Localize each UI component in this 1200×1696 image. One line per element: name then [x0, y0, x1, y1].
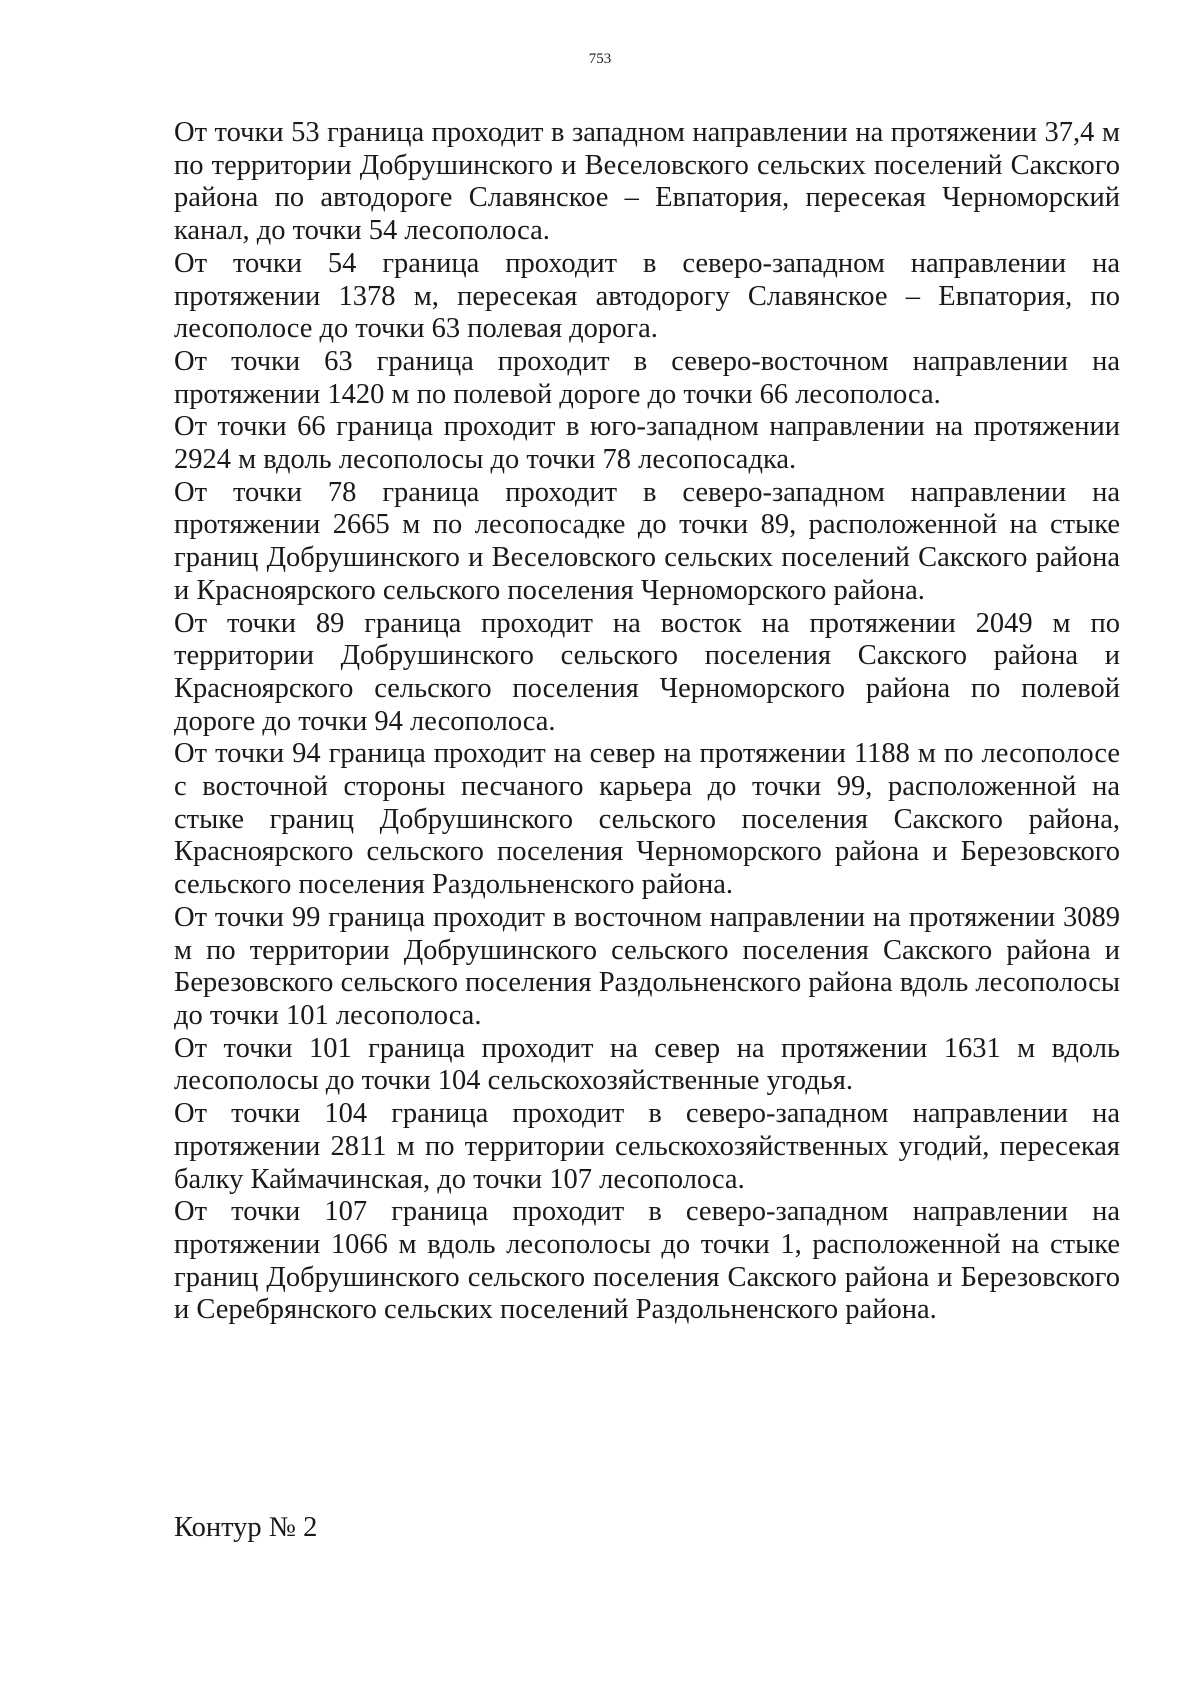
paragraph-point-104: От точки 104 граница проходит в северо-западном направлении на протяжении 2811 м по территории сельскохозяйственных угодий, пересекая балку Каймачинская, до точки 107 лесополоса.	[174, 1098, 1120, 1195]
paragraph-point-53: От точки 53 граница проходит в западном направлении на протяжении 37,4 м по территории Добрушинского и Веселовского сельских поселений Сакского района по автодороге Славянское – Евпатория, пересекая Черноморский канал, до точки 54 лесополоса.	[174, 117, 1120, 247]
paragraph-point-63: От точки 63 граница проходит в северо-восточном направлении на протяжении 1420 м по полевой дороге до точки 66 лесополоса.	[174, 345, 1120, 410]
paragraph-point-66: От точки 66 граница проходит в юго-западном направлении на протяжении 2924 м вдоль лесополосы до точки 78 лесопосадка.	[174, 411, 1120, 476]
paragraph-point-89: От точки 89 граница проходит на восток на протяжении 2049 м по территории Добрушинского сельского поселения Сакского района и Красноярского сельского поселения Черноморского района по полевой дороге до точки 94 лесополоса.	[174, 607, 1120, 737]
paragraph-point-94: От точки 94 граница проходит на север на протяжении 1188 м по лесополосе с восточной стороны песчаного карьера до точки 99, расположенной на стыке границ Добрушинского сельского поселения Сакского района, Красноярского сельского поселения Черноморского района и Березовского сельского поселения Раздольненского района.	[174, 738, 1120, 901]
paragraph-point-107: От точки 107 граница проходит в северо-западном направлении на протяжении 1066 м вдоль лесополосы до точки 1, расположенной на стыке границ Добрушинского сельского поселения Сакского района и Березовского и Серебрянского сельских поселений Раздольненского района.	[174, 1196, 1120, 1326]
page-number: 753	[588, 51, 612, 67]
paragraph-point-78: От точки 78 граница проходит в северо-западном направлении на протяжении 2665 м по лесопосадке до точки 89, расположенной на стыке границ Добрушинского и Веселовского сельских поселений Сакского района и Красноярского сельского поселения Черноморского района.	[174, 476, 1120, 606]
paragraph-point-101: От точки 101 граница проходит на север на протяжении 1631 м вдоль лесополосы до точки 104 сельскохозяйственные угодья.	[174, 1032, 1120, 1097]
paragraph-point-54: От точки 54 граница проходит в северо-западном направлении на протяжении 1378 м, пересекая автодорогу Славянское – Евпатория, по лесополосе до точки 63 полевая дорога.	[174, 247, 1120, 345]
boundary-description	[174, 117, 1120, 1327]
paragraph-point-99: От точки 99 граница проходит в восточном направлении на протяжении 3089 м по территории Добрушинского сельского поселения Сакского района и Березовского сельского поселения Раздольненского района вдоль лесополосы до точки 101 лесополоса.	[174, 901, 1120, 1031]
contour-heading: Контур № 2	[174, 1512, 318, 1543]
